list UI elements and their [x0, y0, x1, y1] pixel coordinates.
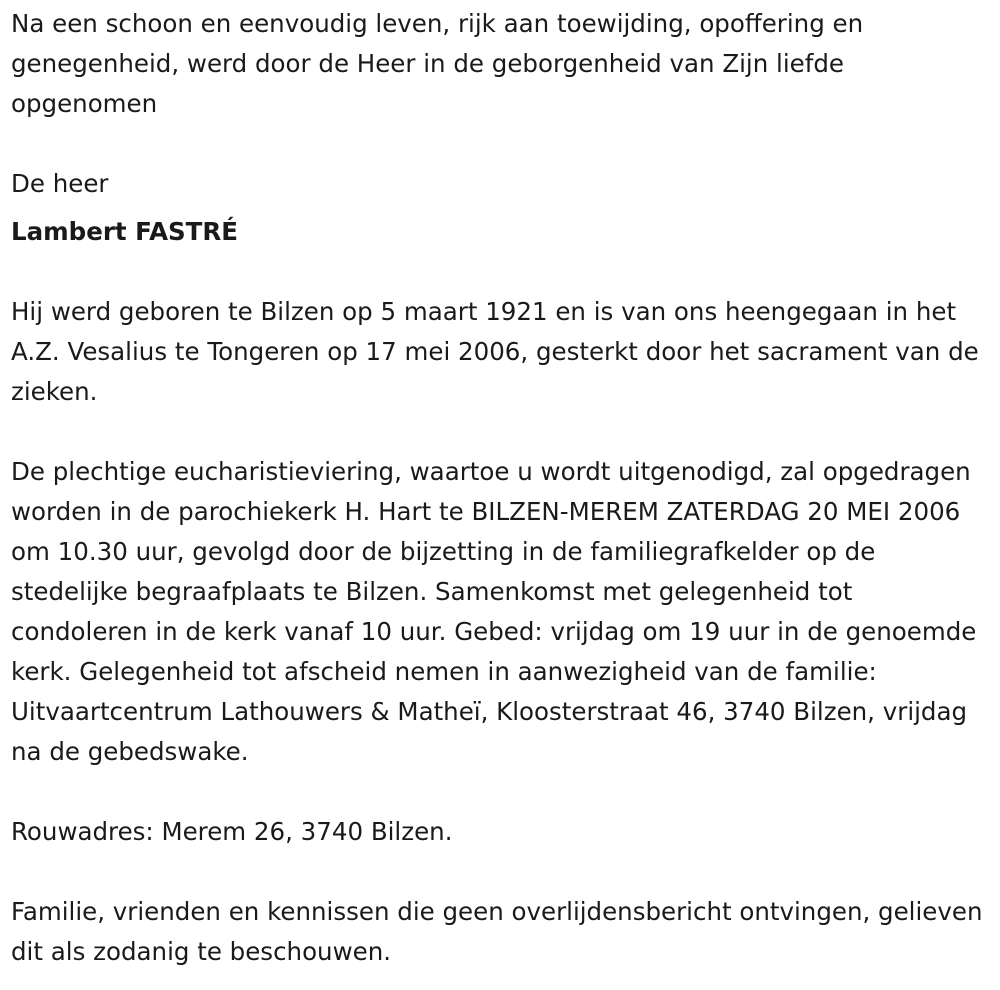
birth-death-paragraph: Hij werd geboren te Bilzen op 5 maart 1921 en is van ons heengegaan in het A.Z. Vesalius te Tongeren op 17 mei 2006, gesterkt door het sacrament van de zieken.: [11, 297, 979, 406]
deceased-name: Lambert FASTRÉ: [11, 217, 238, 246]
honorific: De heer: [11, 169, 109, 198]
mourning-address: Rouwadres: Merem 26, 3740 Bilzen.: [11, 817, 453, 846]
ceremony-paragraph: De plechtige eucharistieviering, waartoe u wordt uitgenodigd, zal opgedragen worden in de parochiekerk H. Hart te BILZEN-MEREM ZATERDAG 20 MEI 2006 om 10.30 uur, gevolgd door de bijzetting in de familiegrafkelder op de stedelijke begraafplaats te Bilzen. Samenkomst met gelegenheid tot condoleren in de kerk vanaf 10 uur. Gebed: vrijdag om 19 uur in de genoemde kerk. Gelegenheid tot afscheid nemen in aanwezigheid van de familie: Uitvaartcentrum Lathouwers & Matheï, Kloosterstraat 46, 3740 Bilzen, vrijdag na de gebedswake.: [11, 457, 977, 766]
closing-paragraph: Familie, vrienden en kennissen die geen overlijdensbericht ontvingen, gelieven dit als zodanig te beschouwen.: [11, 897, 983, 966]
death-notice: [11, 4, 986, 972]
intro-paragraph: Na een schoon en eenvoudig leven, rijk aan toewijding, opoffering en genegenheid, werd door de Heer in de geborgenheid van Zijn liefde opgenomen: [11, 9, 864, 118]
